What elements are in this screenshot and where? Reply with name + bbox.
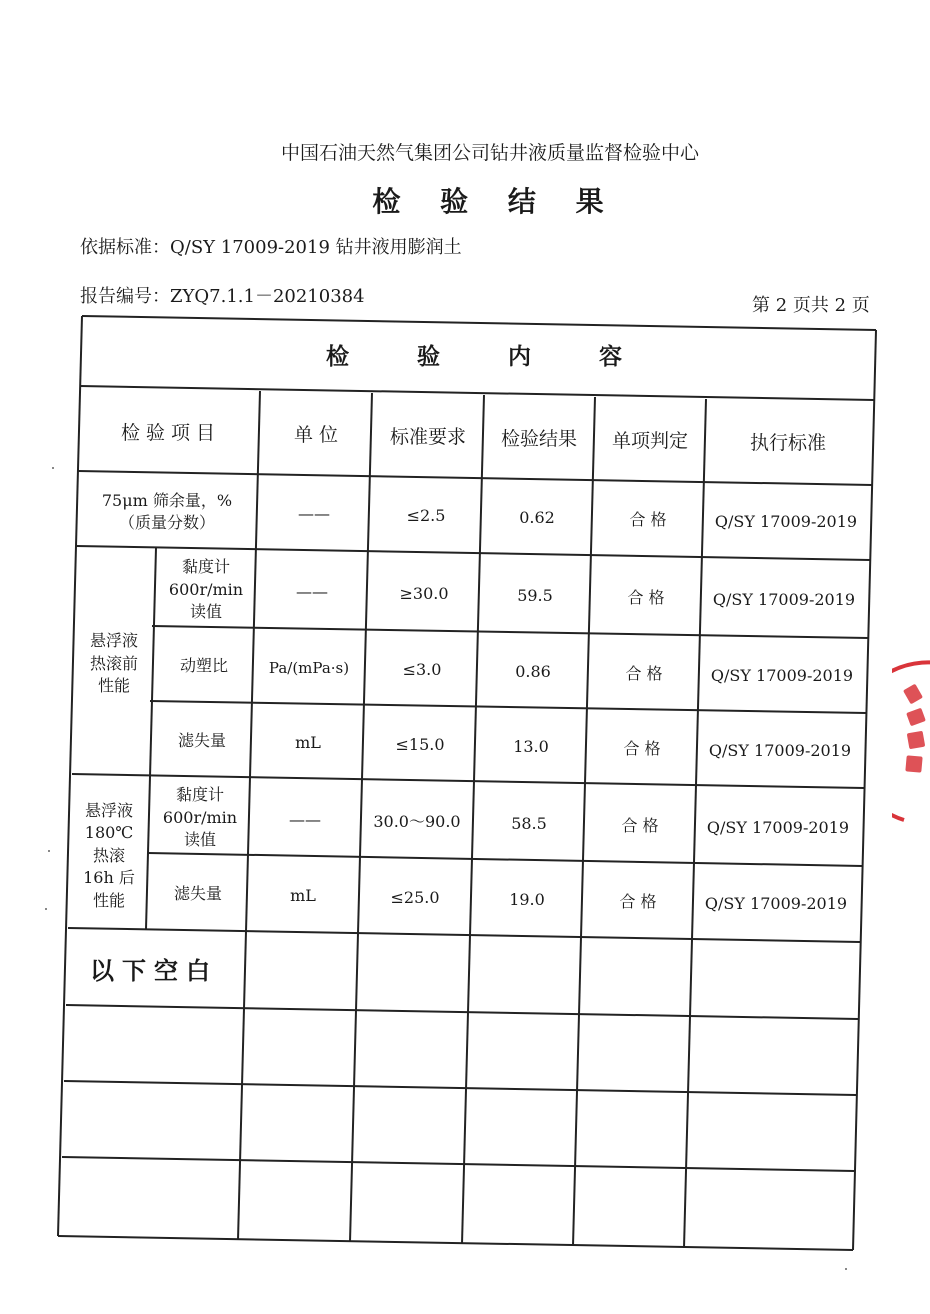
header-result: 检验结果 bbox=[500, 427, 577, 450]
blank-below-marker: 以下空白 bbox=[90, 956, 218, 986]
g1-row2-result: 0.86 bbox=[515, 661, 551, 681]
scan-speck bbox=[52, 467, 54, 469]
g1-row1-unit: —— bbox=[296, 581, 328, 601]
g1-row1-result: 59.5 bbox=[517, 585, 553, 605]
g1-row3-result: 13.0 bbox=[513, 736, 549, 756]
g2-row1-requirement: 30.0～90.0 bbox=[373, 811, 461, 831]
g1-row1-item: 黏度计 600r/min 读值 bbox=[168, 557, 244, 622]
row1-requirement: ≤2.5 bbox=[406, 505, 446, 525]
g1-row3-requirement: ≤15.0 bbox=[395, 734, 445, 754]
g1-row1-standard: Q/SY 17009-2019 bbox=[712, 589, 856, 609]
g1-row1-judgement: 合 格 bbox=[627, 587, 665, 607]
header-standard: 执行标准 bbox=[749, 431, 826, 454]
row1-standard: Q/SY 17009-2019 bbox=[714, 511, 858, 531]
g1-row1-requirement: ≥30.0 bbox=[399, 583, 449, 603]
basis-standard: 依据标准：Q/SY 17009-2019 钻井液用膨润土 bbox=[80, 237, 462, 258]
scan-speck bbox=[45, 908, 47, 910]
g2-row1-standard: Q/SY 17009-2019 bbox=[706, 817, 850, 837]
g2-row2-result: 19.0 bbox=[509, 889, 545, 909]
g2-row1-judgement: 合 格 bbox=[621, 815, 659, 835]
g2-row2-standard: Q/SY 17009-2019 bbox=[704, 893, 848, 913]
g1-row2-standard: Q/SY 17009-2019 bbox=[710, 665, 854, 685]
issuing-organization: 中国石油天然气集团公司钻井液质量监督检验中心 bbox=[280, 142, 699, 164]
page-indicator: 第 2 页共 2 页 bbox=[752, 295, 870, 316]
g2-row2-item: 滤失量 bbox=[173, 883, 222, 903]
rule-blank3 bbox=[62, 1157, 854, 1171]
scan-speck bbox=[845, 1268, 847, 1270]
row1-unit: —— bbox=[298, 503, 330, 523]
row1-result: 0.62 bbox=[519, 507, 555, 527]
g1-row3-item: 滤失量 bbox=[177, 730, 226, 750]
g2-row1-unit: —— bbox=[289, 809, 321, 829]
header-judgement: 单项判定 bbox=[611, 429, 688, 452]
row1-judgement: 合 格 bbox=[629, 509, 667, 529]
g1-row2-unit: Pa/(mPa·s) bbox=[268, 658, 350, 677]
header-item: 检 验 项 目 bbox=[120, 421, 216, 444]
table-border-bottom bbox=[58, 1236, 853, 1250]
g1-row3-judgement: 合 格 bbox=[623, 738, 661, 758]
group1-label: 悬浮液 热滚前 性能 bbox=[89, 631, 138, 696]
g2-row2-judgement: 合 格 bbox=[619, 891, 657, 911]
g1-row3-unit: mL bbox=[295, 732, 321, 752]
g2-row2-unit: mL bbox=[290, 885, 316, 905]
group2-label: 悬浮液 180℃ 热滚 16h 后 性能 bbox=[83, 801, 135, 910]
g1-row2-requirement: ≤3.0 bbox=[402, 659, 442, 679]
g1-row2-item: 动塑比 bbox=[179, 655, 228, 675]
g2-row1-result: 58.5 bbox=[511, 813, 547, 833]
seal-stamp bbox=[892, 660, 930, 830]
g1-row3-standard: Q/SY 17009-2019 bbox=[708, 740, 852, 760]
header-requirement: 标准要求 bbox=[389, 425, 466, 448]
g2-row1-item: 黏度计 600r/min 读值 bbox=[162, 785, 238, 850]
report-number: 报告编号：ZYQ7.1.1－20210384 bbox=[80, 286, 365, 307]
seal-glyphs bbox=[903, 684, 926, 773]
scan-speck bbox=[48, 850, 50, 852]
table-border-left bbox=[58, 316, 82, 1236]
g2-row2-requirement: ≤25.0 bbox=[390, 887, 440, 907]
row1-item: 75μm 筛余量，% （质量分数） bbox=[101, 490, 233, 532]
document-title: 检 验 结 果 bbox=[372, 185, 608, 218]
table-title: 检 验 内 容 bbox=[325, 342, 633, 370]
header-unit: 单 位 bbox=[293, 423, 339, 446]
rule-blank2 bbox=[64, 1081, 856, 1095]
g1-row2-judgement: 合 格 bbox=[625, 663, 663, 683]
